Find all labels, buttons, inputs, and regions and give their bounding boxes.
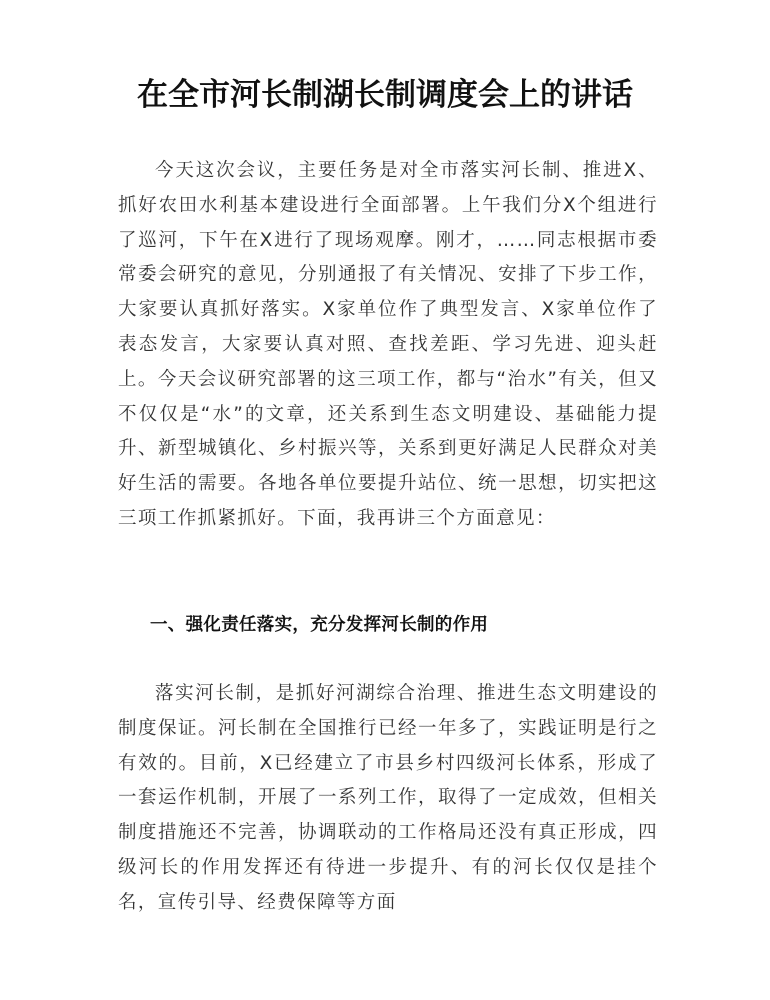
document-title: 在全市河长制湖长制调度会上的讲话 (137, 77, 633, 113)
intro-paragraph: 今天这次会议，主要任务是对全市落实河长制、推进X、抓好农田水利基本建设进行全面部署。上午我们分X个组进行了巡河，下午在X进行了现场观摩。刚才，……同志根据市委常委会研究的意见，分别通报了有关情况、安排了下步工作，大家要认真抓好落实。X家单位作了典型发言、X家单位作了表态发言，大家要认真对照、查找差距、学习先进、迎头赶上。今天会议研究部署的这三项工作，都与“治水”有关，但又不仅仅是“水”的文章，还关系到生态文明建设、基础能力提升、新型城镇化、乡村振兴等，关系到更好满足人民群众对美好生活的需要。各地各单位要提升站位、统一思想，切实把这三项工作抓紧抓好。下面，我再讲三个方面意见： (118, 160, 658, 529)
section-heading: 一、强化责任落实，充分发挥河长制的作用 (150, 615, 489, 635)
body-paragraph: 落实河长制，是抓好河湖综合治理、推进生态文明建设的制度保证。河长制在全国推行已经一年多了，实践证明是行之有效的。目前，X已经建立了市县乡村四级河长体系，形成了一套运作机制，开展了一系列工作，取得了一定成效，但相关制度措施还不完善，协调联动的工作格局还没有真正形成，四级河长的作用发挥还有待进一步提升、有的河长仅仅是挂个名，宣传引导、经费保障等方面 (118, 683, 658, 913)
